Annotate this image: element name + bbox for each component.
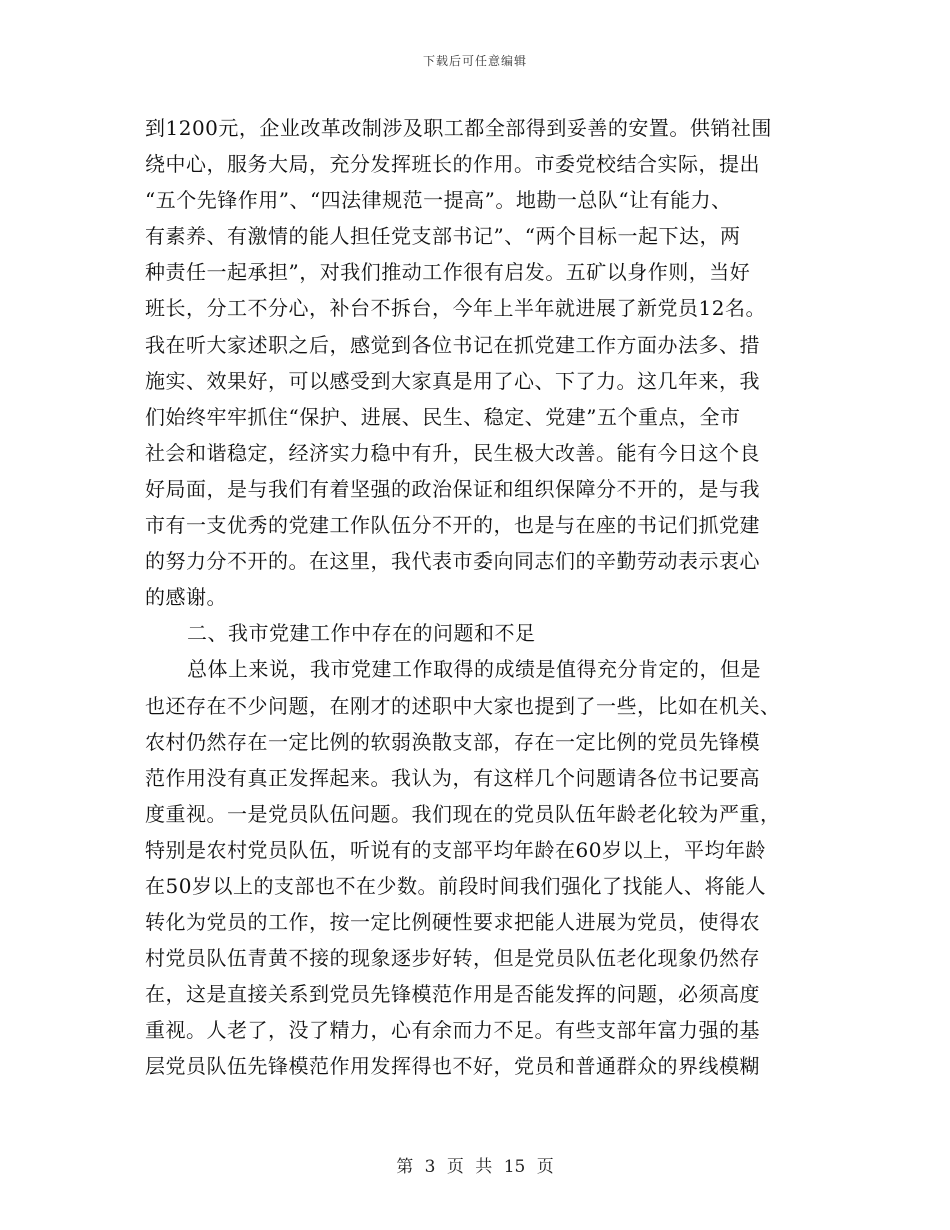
text-line: 绕中心，服务大局，充分发挥班长的作用。市委党校结合实际，提出 [145, 152, 760, 177]
text-line: 班长，分工不分心，补台不拆台，今年上半年就进展了新党员12名。 [145, 296, 766, 321]
text-line: 层党员队伍先锋模范作用发挥得也不好，党员和普通群众的界线模糊 [145, 1054, 760, 1079]
text-line: 社会和谐稳定，经济实力稳中有升，民生极大改善。能有今日这个良 [145, 440, 760, 465]
text-line: 有素养、有激情的能人担任党支部书记”、“两个目标一起下达，两 [145, 224, 741, 249]
page-number-footer: 第 3 页 共 15 页 [396, 1157, 554, 1177]
text-line: 好局面，是与我们有着坚强的政治保证和组织保障分不开的，是与我 [145, 476, 760, 501]
text-line: 农村仍然存在一定比例的软弱涣散支部，存在一定比例的党员先锋模 [145, 729, 760, 754]
text-line: 也还存在不少问题，在刚才的述职中大家也提到了一些，比如在机关、 [145, 693, 781, 718]
text-line: 们始终牢牢抓住“保护、进展、民生、稳定、党建”五个重点，全市 [145, 404, 741, 429]
text-line: 种责任一起承担”，对我们推动工作很有启发。五矿以身作则，当好 [145, 260, 751, 285]
text-line: 转化为党员的工作，按一定比例硬性要求把能人进展为党员，使得农 [145, 910, 760, 935]
section-heading: 二、我市党建工作中存在的问题和不足 [187, 621, 536, 646]
text-line: 重视。人老了，没了精力，心有余而力不足。有些支部年富力强的基 [145, 1018, 760, 1043]
text-line: 度重视。一是党员队伍问题。我们现在的党员队伍年龄老化较为严重， [145, 801, 781, 826]
text-line: 我在听大家述职之后，感觉到各位书记在抓党建工作方面办法多、措 [145, 332, 760, 357]
text-line: 在，这是直接关系到党员先锋模范作用是否能发挥的问题，必须高度 [145, 982, 760, 1007]
text-line: 到1200元，企业改革改制涉及职工都全部得到妥善的安置。供销社围 [145, 116, 772, 140]
text-line: 在50岁以上的支部也不在少数。前段时间我们强化了找能人、将能人 [145, 873, 766, 898]
text-line: 村党员队伍青黄不接的现象逐步好转，但是党员队伍老化现象仍然存 [145, 946, 760, 971]
page-header: 下载后可任意编辑 [422, 54, 527, 68]
text-line: 施实、效果好，可以感受到大家真是用了心、下了力。这几年来，我 [145, 368, 760, 393]
text-line: 市有一支优秀的党建工作队伍分不开的，也是与在座的书记们抓党建 [145, 513, 760, 538]
text-line: 范作用没有真正发挥起来。我认为，有这样几个问题请各位书记要高 [145, 765, 760, 790]
text-line: 特别是农村党员队伍，听说有的支部平均年龄在60岁以上，平均年龄 [145, 837, 766, 862]
document-body [145, 110, 805, 1085]
text-line: 的努力分不开的。在这里，我代表市委向同志们的辛勤劳动表示衷心 [145, 549, 760, 574]
paragraph-first-line: 总体上来说，我市党建工作取得的成绩是值得充分肯定的，但是 [187, 657, 761, 682]
text-line: “五个先锋作用”、“四法律规范一提高”。地勘一总队“让有能力、 [145, 188, 732, 213]
text-line: 的感谢。 [145, 585, 227, 610]
